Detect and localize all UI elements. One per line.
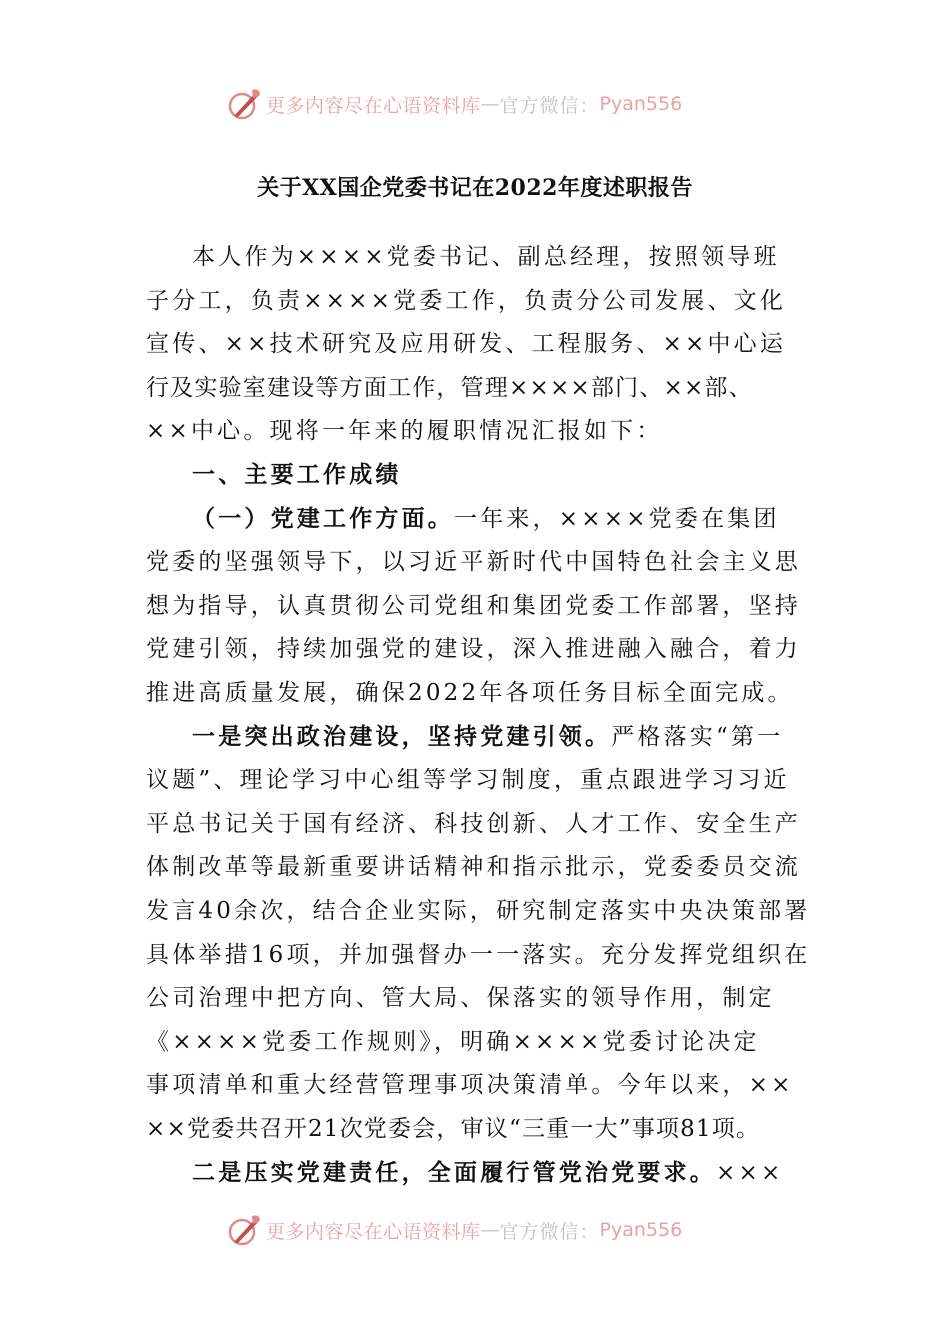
watermark-contact-label: 官方微信： — [499, 94, 600, 117]
paragraph-line: 本人作为××××党委书记、副总经理，按照领导班 — [192, 244, 780, 270]
watermark-banner-bottom — [226, 1210, 682, 1250]
watermark-contact-label: 官方微信： — [499, 1220, 600, 1243]
paragraph-line: 平总书记关于国有经济、科技创新、人才工作、安全生产 — [146, 811, 801, 837]
point-heading: 一是突出政治建设，坚持党建引领。 — [192, 723, 612, 750]
paragraph-text: 严格落实“第一 — [611, 724, 784, 750]
paragraph-line: 子分工，负责××××党委工作，负责分公司发展、文化 — [146, 288, 787, 314]
paragraph-line: 推进高质量发展，确保2022年各项任务目标全面完成。 — [146, 680, 794, 706]
paragraph-line — [192, 719, 783, 755]
paragraph-line: 发言40余次，结合企业实际，研究制定落实中央决策部署 — [146, 898, 811, 924]
paragraph-line: 党委的坚强领导下，以习近平新时代中国特色社会主义思 — [146, 549, 801, 575]
paragraph-text: 一年来，××××党委在集团 — [454, 506, 780, 532]
paragraph-line: ××党委共召开21次党委会，审议“三重一大”事项81项。 — [146, 1116, 761, 1142]
quill-logo-icon — [226, 1212, 262, 1248]
paragraph-line: 具体举措16项，并加强督办一一落实。充分发挥党组织在 — [146, 942, 811, 968]
watermark-wechat-id: Pyan556 — [599, 93, 683, 115]
paragraph-text: ××× — [716, 1160, 784, 1186]
document-title: 关于XX国企党委书记在2022年度述职报告 — [257, 175, 693, 201]
paragraph-line: 公司治理中把方向、管大局、保落实的领导作用，制定 — [146, 985, 775, 1011]
subsection-heading: （一）党建工作方面。 — [192, 505, 454, 532]
paragraph-line — [192, 501, 780, 537]
point-heading: 二是压实党建责任，全面履行管党治党要求。 — [192, 1159, 716, 1186]
paragraph-line: 事项清单和重大经营管理事项决策清单。今年以来，×× — [146, 1072, 794, 1098]
watermark-brand: 更多内容尽在心语资料库 — [266, 94, 481, 117]
watermark-separator: — — [480, 1219, 500, 1241]
paragraph-line: ××中心。现将一年来的履职情况汇报如下： — [146, 418, 663, 444]
watermark-brand: 更多内容尽在心语资料库 — [266, 1220, 481, 1243]
paragraph-line: 行及实验室建设等方面工作，管理××××部门、××部、 — [146, 375, 753, 401]
paragraph-line: 宣传、××技术研究及应用研发、工程服务、××中心运 — [146, 331, 787, 357]
section-heading: 一、主要工作成绩 — [192, 461, 402, 488]
watermark-wechat-id: Pyan556 — [599, 1219, 683, 1241]
paragraph-line — [192, 1155, 783, 1191]
paragraph-line: 《××××党委工作规则》，明确××××党委讨论决定 — [146, 1029, 760, 1055]
paragraph-line: 党建引领，持续加强党的建设，深入推进融入融合，着力 — [146, 636, 801, 662]
paragraph-line: 体制改革等最新重要讲话精神和指示批示，党委委员交流 — [146, 854, 801, 880]
watermark-separator: — — [480, 93, 500, 115]
watermark-banner-top — [226, 84, 682, 124]
quill-logo-icon — [226, 86, 262, 122]
paragraph-line: 议题”、理论学习中心组等学习制度，重点跟进学习习近 — [146, 767, 790, 793]
paragraph-line: 想为指导，认真贯彻公司党组和集团党委工作部署，坚持 — [146, 593, 801, 619]
